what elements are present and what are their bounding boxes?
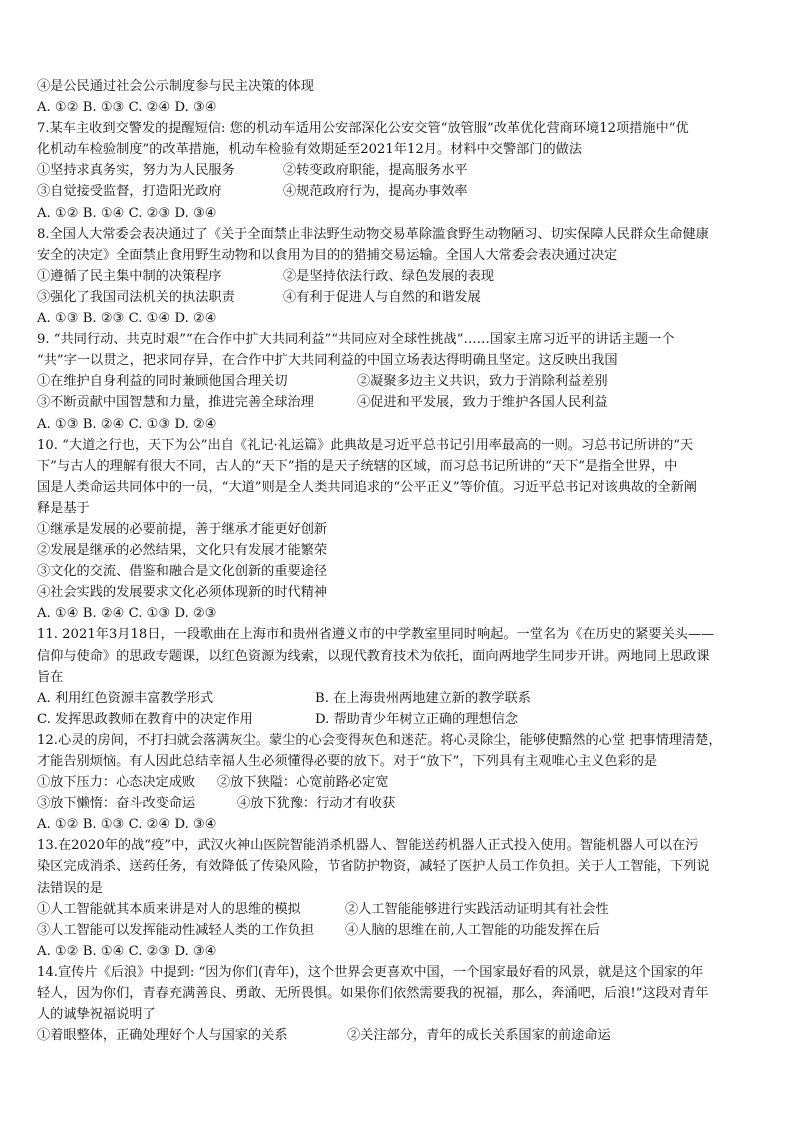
q11-option-c: C. 发挥思政教师在教育中的决定作用	[37, 711, 253, 727]
q9-answers: A. ①③ B. ②④ C. ①③ D. ②④	[37, 416, 217, 432]
q10-stem-4: 释是基于	[37, 500, 90, 516]
q9-item4: ④促进和平发展，致力于维护各国人民利益	[357, 395, 608, 411]
q12-stem-1: 12.心灵的房间，不打扫就会落满灰尘。蒙尘的心会变得灰色和迷茫。将心灵除尘，能够使黯然的心堂 把事情理清楚，	[37, 732, 722, 748]
q12-item1: ①放下压力：心态决定成败	[37, 775, 196, 791]
q11-stem-2: 信仰与使命》的思政专题课，以红色资源为线索，以现代教育技术为依托，面向两地学生同步开讲。两地同上思政课	[37, 648, 710, 664]
q11-option-a: A. 利用红色资源丰富教学形式	[37, 690, 214, 706]
q7-item4: ④规范政府行为，提高办事效率	[283, 184, 468, 200]
q14-item2: ②关注部分，青年的成长关系国家的前途命运	[347, 1028, 611, 1044]
q12-item2: ②放下狭隘：心宽前路必定宽	[217, 775, 389, 791]
q9-items-row2	[37, 392, 757, 413]
q14-stem-3: 人的诚挚祝福说明了	[37, 1007, 156, 1023]
q10-answers: A. ①④ B. ②④ C. ①③ D. ②③	[37, 606, 217, 622]
q8-stem-1: 8.全国人大常委会表决通过了《关于全面禁止非法野生动物交易革除滥食野生动物陋习、切实保障人民群众生命健康	[37, 226, 709, 242]
q13-stem-2: 染区完成消杀、送药任务，有效降低了传染风险，节省防护物资，减轻了医护人员工作负担。关于人工智能，下列说	[37, 859, 710, 875]
q14-stem-2: 轻人，因为你们，青春充满善良、勇敢、无所畏惧。如果你们依然需要我的祝福，那么，奔涌吧，后浪!”这段对青年	[37, 986, 709, 1002]
q7-stem-1: 7.某车主收到交警发的提醒短信: 您的机动车适用公安部深化公安交管“放管服”改革优化营商环境12项措施中“优	[37, 121, 689, 137]
q10-stem-3: 国是人类命运共同体中的一员，“大道”则是全人类共同追求的“公平正义”等价值。习近平总书记对该典故的全新阐	[37, 479, 697, 495]
q13-items-row1	[37, 899, 757, 920]
q12-items-row1	[37, 772, 757, 793]
q11-stem-1: 11. 2021年3月18日，一段歌曲在上海市和贵州省遵义市的中学教室里同时响起。一堂名为《在历史的紧要关头——	[37, 627, 715, 643]
q8-stem-2: 安全的决定》全面禁止食用野生动物和以食用为目的的猎捕交易运输。全国人大常委会表决通过决定	[37, 247, 618, 263]
q13-item2: ②人工智能能够进行实践活动证明其有社会性	[345, 901, 609, 917]
q8-item2: ②是坚持依法行政、绿色发展的表现	[283, 268, 494, 284]
q12-item3: ③放下懒惰：奋斗改变命运	[37, 796, 196, 812]
q9-item1: ①在维护自身利益的同时兼顾他国合理关切	[37, 374, 288, 390]
q7-items-row2	[37, 181, 757, 202]
q14-item1: ①着眼整体，正确处理好个人与国家的关系	[37, 1028, 288, 1044]
exam-page	[37, 76, 757, 1046]
q11-options-row1	[37, 688, 757, 709]
q9-stem-1: 9. “共同行动、共克时艰”“在合作中扩大共同利益”“共同应对全球性挑战”……国家主席习近平的讲话主题一个	[37, 332, 675, 348]
q8-item3: ③强化了我国司法机关的执法职责	[37, 289, 235, 305]
q7-item1: ①坚持求真务实，努力为人民服务	[37, 163, 235, 179]
q7-answers: A. ①② B. ①④ C. ②③ D. ③④	[37, 205, 217, 221]
q6-item4: ④是公民通过社会公示制度参与民主决策的体现	[37, 79, 314, 94]
q12-items-row2	[37, 793, 757, 814]
q13-item3: ③人工智能可以发挥能动性减轻人类的工作负担	[37, 922, 314, 938]
q11-options-row2	[37, 709, 757, 730]
q14-items-row1	[37, 1025, 757, 1046]
q10-item1: ①继承是发展的必要前提，善于继承才能更好创新	[37, 521, 328, 537]
q13-stem-1: 13.在2020年的战“疫”中，武汉火神山医院智能消杀机器人、智能送药机器人正式投入使用。智能机器人可以在污	[37, 838, 699, 854]
q12-item4: ④放下犹豫：行动才有收获	[237, 796, 396, 812]
q10-item3: ③文化的交流、借鉴和融合是文化创新的重要途径	[37, 564, 328, 580]
q14-stem-1: 14.宣传片《后浪》中提到: “因为你们(青年)，这个世界会更喜欢中国，一个国家最好看的风景，就是这个国家的年	[37, 964, 704, 980]
q7-item3: ③自觉接受监督，打造阳光政府	[37, 184, 222, 200]
q10-item4: ④社会实践的发展要求文化必须体现新的时代精神	[37, 585, 328, 601]
q13-answers: A. ①② B. ①④ C. ②③ D. ③④	[37, 943, 217, 959]
q13-item1: ①人工智能就其本质来讲是对人的思维的模拟	[37, 901, 301, 917]
q9-item3: ③不断贡献中国智慧和力量，推进完善全球治理	[37, 395, 314, 411]
q11-option-d: D. 帮助青少年树立正确的理想信念	[315, 711, 519, 727]
q9-items-row1	[37, 371, 757, 392]
q9-item2: ②凝聚多边主义共识，致力于消除利益差别	[357, 374, 608, 390]
q13-items-row2	[37, 920, 757, 941]
q9-stem-2: “共”字一以贯之，把求同存异，在合作中扩大共同利益的中国立场表达得明确且坚定。这反映出我国	[37, 353, 618, 369]
q10-stem-1: 10. “大道之行也，天下为公”出自《礼记·礼运篇》此典故是习近平总书记引用率最高的一则。习总书记所讲的“天	[37, 437, 694, 453]
q11-option-b: B. 在上海贵州两地建立新的教学联系	[315, 690, 531, 706]
q7-items-row1	[37, 160, 757, 181]
q10-stem-2: 下”与古人的理解有很大不同，古人的“天下”指的是天子统辖的区域，而习总书记所讲的“天下”是指全世界，中	[37, 458, 678, 474]
q13-item4: ④人脑的思维在前,人工智能的功能发挥在后	[345, 922, 600, 938]
q12-stem-2: 才能告别烦恼。有人因此总结幸福人生必须懂得必要的放下。对于“放下”，下列具有主观唯心主义色彩的是	[37, 754, 658, 769]
q7-stem-2: 化机动车检验制度”的改革措施，机动车检验有效期延至2021年12月。材料中交警部门的做法	[37, 142, 583, 158]
q13-stem-3: 法错误的是	[37, 880, 103, 896]
q6-answers: A. ①② B. ①③ C. ②④ D. ③④	[37, 100, 217, 116]
q8-answers: A. ①③ B. ②③ C. ①④ D. ②④	[37, 311, 217, 327]
q8-items-row1	[37, 266, 757, 287]
q12-answers: A. ①② B. ①③ C. ②④ D. ③④	[37, 817, 217, 833]
q8-item1: ①遵循了民主集中制的决策程序	[37, 268, 222, 284]
q10-item2: ②发展是继承的必然结果，文化只有发展才能繁荣	[37, 543, 328, 559]
q8-items-row2	[37, 287, 757, 308]
q11-stem-3: 旨在	[37, 669, 64, 685]
q7-item2: ②转变政府职能，提高服务水平	[283, 163, 468, 179]
q8-item4: ④有利于促进人与自然的和谐发展	[283, 289, 481, 305]
